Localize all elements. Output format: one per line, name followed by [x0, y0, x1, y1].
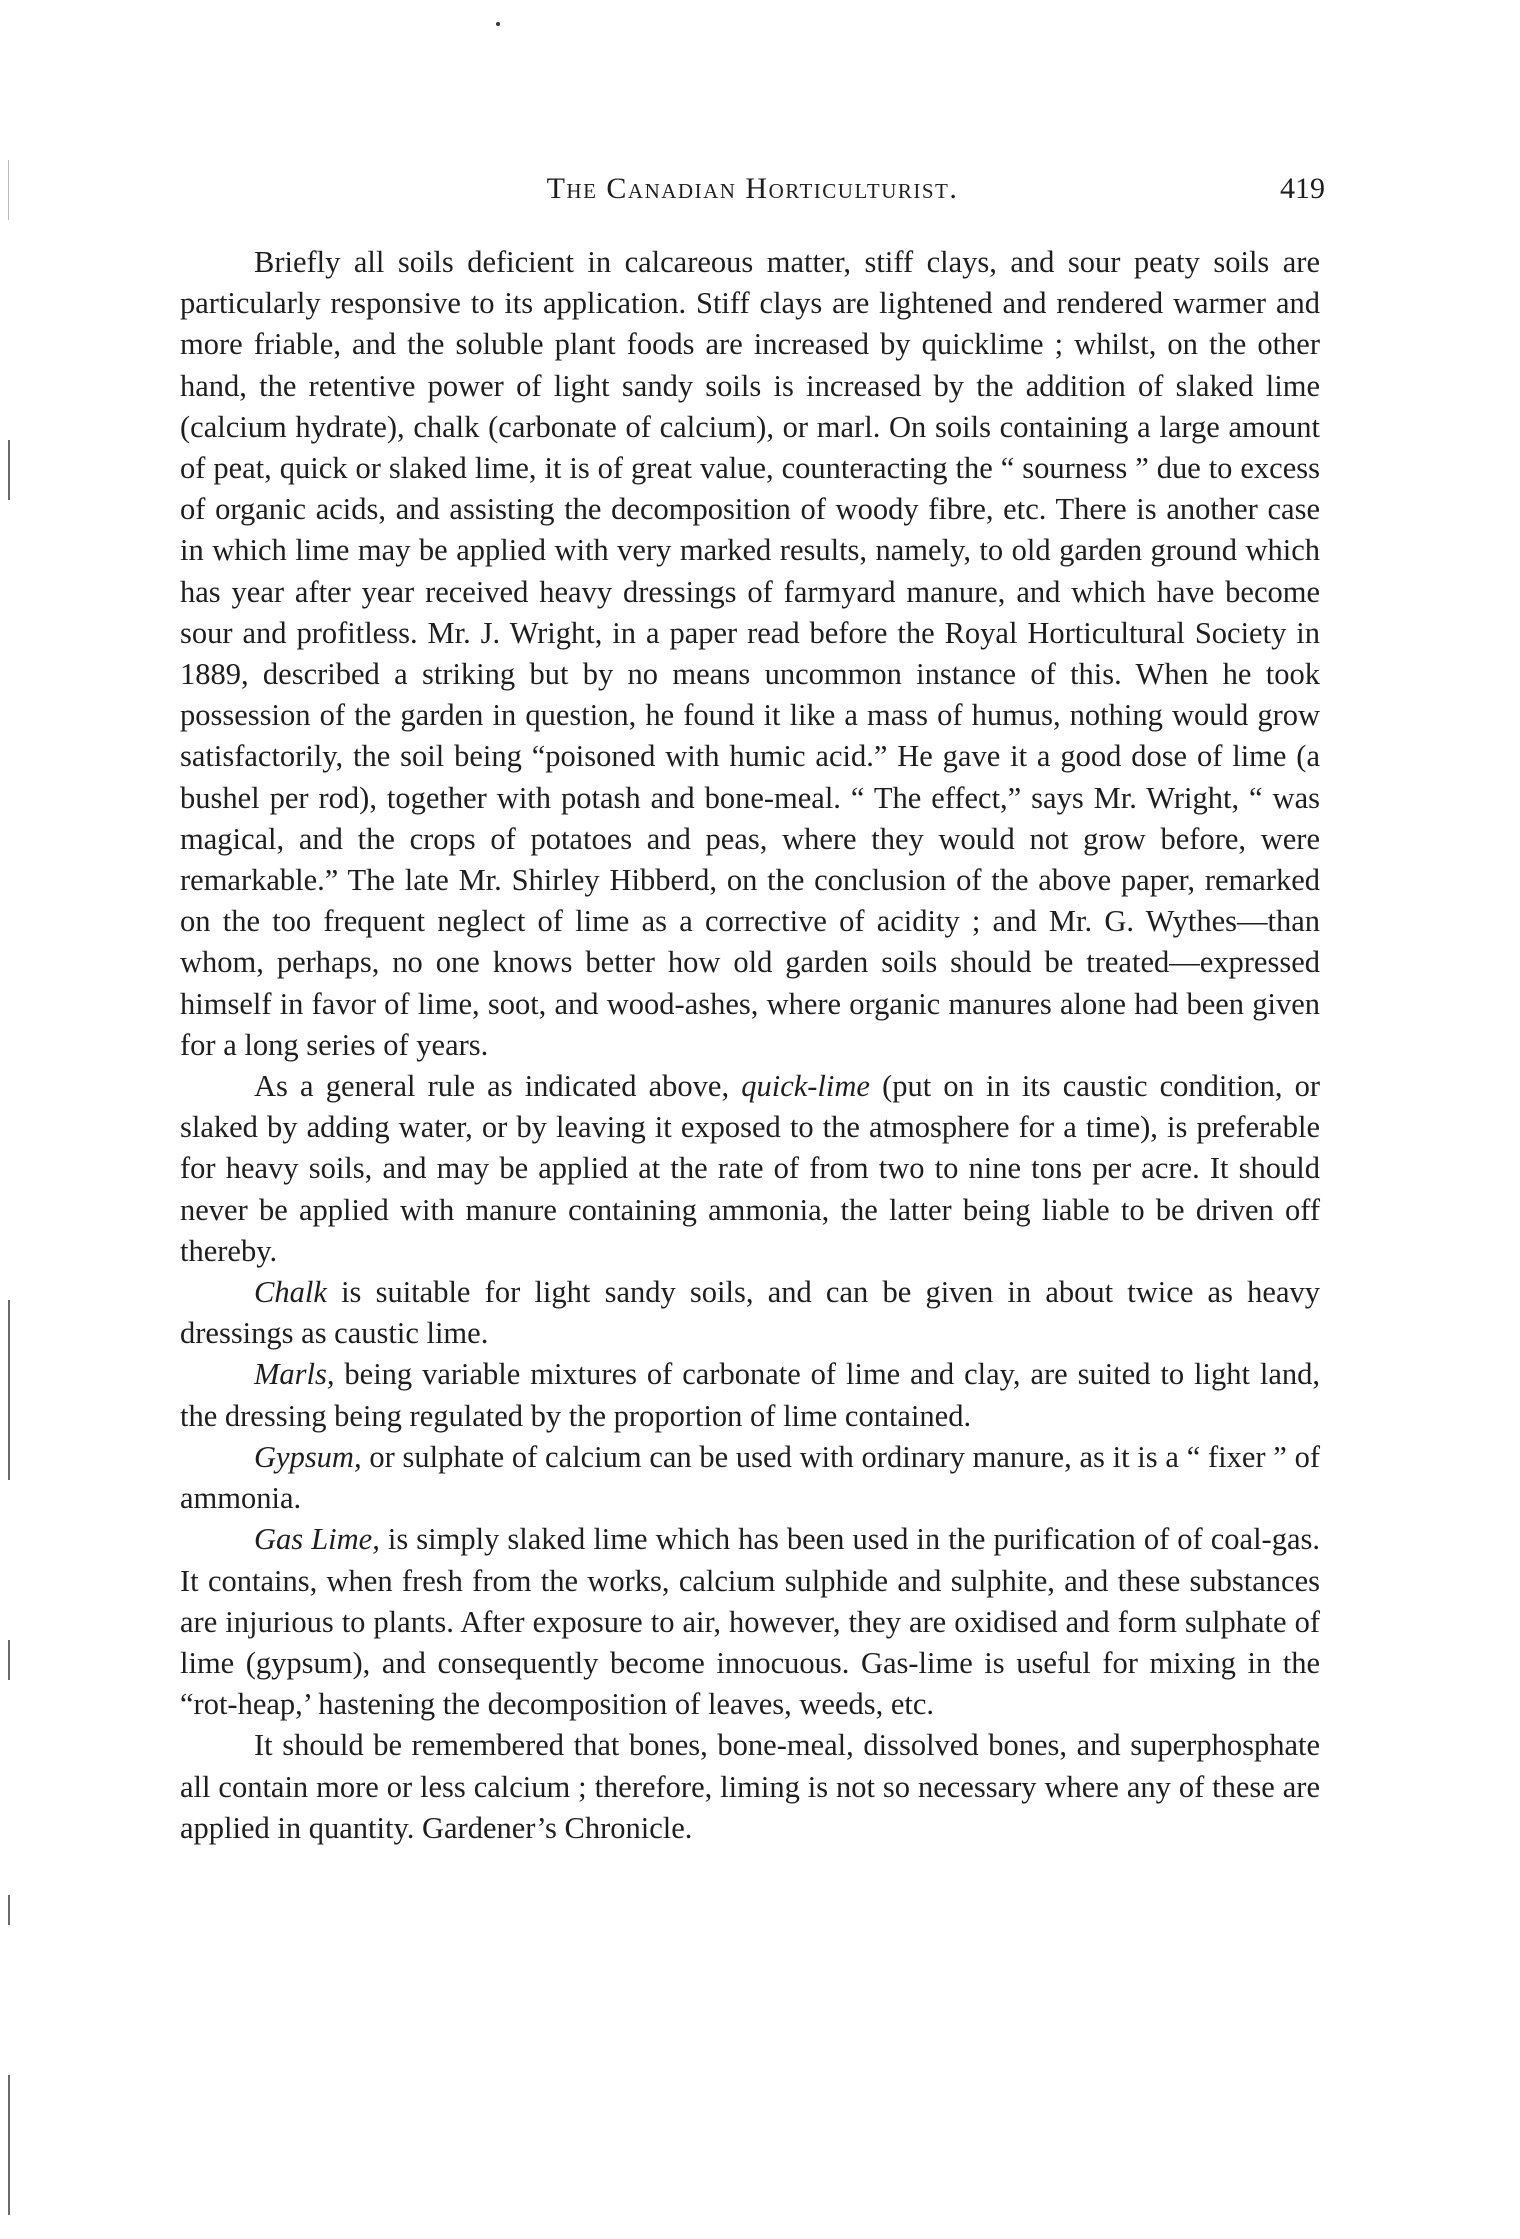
running-head: [180, 172, 1325, 212]
paragraph-text: It should be remembered that bones, bone-meal, dissolved bones, and superphosphate all contain more or less calcium ; therefore, liming is not so necessary where any of these are applied in quantity. Gardener’s Chronicle.: [180, 1728, 1320, 1845]
article-body: [180, 242, 1320, 1849]
scan-speck: [496, 22, 500, 26]
paragraph-text: Briefly all soils deficient in calcareous matter, stiff clays, and sour peaty soils are particularly responsive to its application. Stiff clays are lightened and rendered warmer and more friable, and the soluble plant foods are increased by quicklime ; whilst, on the other hand, the retentive power of light sandy soils is increased by the addition of slaked lime (calcium hydrate), chalk (carbonate of calcium), or marl. On soils containing a large amount of peat, quick or slaked lime, it is of great value, counteracting the “ sourness ” due to excess of organic acids, and assisting the decomposition of woody fibre, etc. There is another case in which lime may be applied with very marked results, namely, to old garden ground which has year after year received heavy dressings of farmyard manure, and which have become sour and profitless. Mr. J. Wright, in a paper read before the Royal Horticultural Society in 1889, described a striking but by no means uncommon instance of this. When he took possession of the garden in question, he found it like a mass of humus, nothing would grow satisfactorily, the soil being “poisoned with humic acid.” He gave it a good dose of lime (a bushel per rod), together with potash and bone-meal. “ The effect,” says Mr. Wright, “ was magical, and the crops of potatoes and peas, where they would not grow before, were remarkable.” The late Mr. Shirley Hibberd, on the conclusion of the above paper, remarked on the too frequent neglect of lime as a corrective of acidity ; and Mr. G. Wythes—than whom, perhaps, no one knows better how old garden soils should be treated—expressed himself in favor of lime, soot, and wood-ashes, where organic manures alone had been given for a long series of years.: [180, 245, 1320, 1062]
run-in-heading: Gypsum,: [254, 1439, 362, 1474]
paragraph: [180, 1354, 1320, 1436]
paragraph-text: being variable mixtures of carbonate of lime and clay, are suited to light land, the dressing being regulated by the proportion of lime contained.: [180, 1357, 1320, 1433]
paragraph: [180, 1725, 1320, 1849]
scan-margin-mark: [8, 2075, 10, 2215]
run-in-heading: Chalk: [254, 1275, 327, 1310]
paragraph: [180, 1272, 1320, 1354]
paragraph: [180, 1519, 1320, 1725]
run-in-heading: Marls,: [254, 1357, 335, 1392]
paragraph-text: As a general rule as indicated above,: [254, 1069, 742, 1104]
run-in-heading: Gas Lime,: [254, 1522, 380, 1557]
scan-margin-mark: [8, 440, 10, 500]
scan-margin-mark: [8, 160, 9, 220]
page-number: 419: [1280, 172, 1325, 205]
paragraph-text: is suitable for light sandy soils, and can be given in about twice as heavy dressings as caustic lime.: [180, 1275, 1320, 1351]
italic-term: quick-lime: [741, 1069, 870, 1104]
scan-margin-mark: [8, 1300, 10, 1480]
paragraph-text: or sulphate of calcium can be used with ordinary manure, as it is a “ fixer ” of ammonia.: [180, 1439, 1320, 1516]
scan-margin-mark: [8, 1895, 10, 1925]
paragraph: [180, 1437, 1320, 1519]
paragraph: [180, 1066, 1320, 1272]
paragraph: [180, 242, 1320, 1066]
scan-margin-mark: [8, 1640, 10, 1680]
paragraph-text: (put on in its caustic condition, or slaked by adding water, or by leaving it exposed to the atmosphere for a time), is preferable for heavy soils, and may be applied at the rate of from two to nine tons per acre. It should never be applied with manure containing ammonia, the latter being liable to be driven off thereby.: [180, 1069, 1321, 1268]
paragraph-text: is simply slaked lime which has been used in the purification of of coal-gas. It contains, when fresh from the works, calcium sulphide and sulphite, and these substances are injurious to plants. After exposure to air, however, they are oxidised and form sulphate of lime (gypsum), and consequently become innocuous. Gas-lime is useful for mixing in the “rot-heap,’ hastening the decomposition of leaves, weeds, etc.: [180, 1522, 1320, 1722]
page-title: The Canadian Horticulturist.: [546, 172, 959, 205]
